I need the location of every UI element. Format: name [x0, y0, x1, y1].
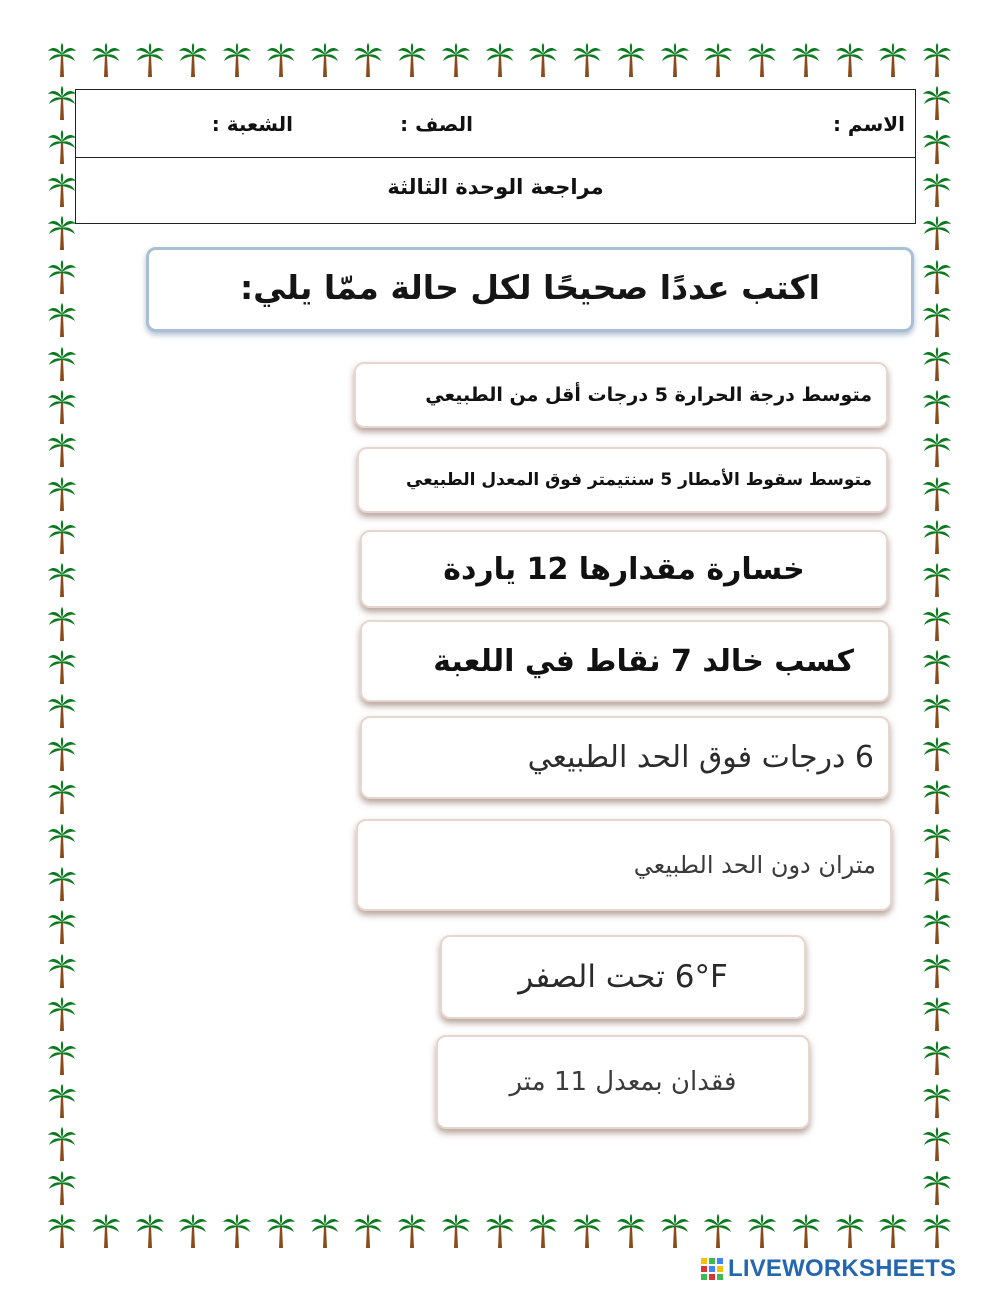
situation-text-6: متران دون الحد الطبيعي: [633, 851, 876, 879]
palm-tree-icon: [660, 1213, 690, 1249]
palm-tree-icon: [878, 42, 908, 78]
palm-tree-icon: [791, 42, 821, 78]
unit-title-row: [76, 157, 915, 223]
palm-tree-icon: [922, 172, 952, 208]
palm-tree-icon: [47, 1213, 77, 1249]
palm-tree-icon: [922, 389, 952, 425]
palm-tree-icon: [922, 432, 952, 468]
palm-tree-icon: [703, 1213, 733, 1249]
palm-tree-icon: [703, 42, 733, 78]
situation-card-7[interactable]: [440, 935, 806, 1019]
situation-card-8[interactable]: [436, 1035, 810, 1129]
palm-tree-icon: [441, 1213, 471, 1249]
section-label: الشعبة :: [211, 112, 293, 136]
palm-tree-icon: [922, 215, 952, 251]
palm-tree-icon: [266, 42, 296, 78]
situation-text-7: 6°F تحت الصفر: [518, 959, 728, 995]
situation-text-4: كسب خالد 7 نقاط في اللعبة: [433, 643, 854, 679]
palm-tree-icon: [747, 42, 777, 78]
palm-tree-icon: [922, 476, 952, 512]
palm-tree-icon: [922, 85, 952, 121]
palm-tree-icon: [922, 866, 952, 902]
palm-tree-icon: [47, 42, 77, 78]
palm-tree-icon: [922, 519, 952, 555]
palm-tree-icon: [922, 1126, 952, 1162]
palm-tree-icon: [47, 346, 77, 382]
palm-tree-icon: [922, 779, 952, 815]
palm-tree-icon: [922, 606, 952, 642]
palm-tree-icon: [47, 172, 77, 208]
palm-tree-icon: [178, 1213, 208, 1249]
palm-tree-icon: [135, 42, 165, 78]
palm-tree-icon: [222, 1213, 252, 1249]
palm-tree-icon: [266, 1213, 296, 1249]
situation-text-3: خسارة مقدارها 12 ياردة: [443, 551, 805, 587]
logo-text: LIVEWORKSHEETS: [728, 1255, 957, 1282]
palm-tree-icon: [922, 1170, 952, 1206]
palm-tree-icon: [47, 649, 77, 685]
palm-tree-icon: [353, 42, 383, 78]
situation-card-3[interactable]: [360, 530, 888, 608]
situation-text-5: 6 درجات فوق الحد الطبيعي: [527, 740, 874, 775]
palm-tree-icon: [922, 693, 952, 729]
palm-tree-icon: [47, 476, 77, 512]
palm-tree-icon: [310, 42, 340, 78]
palm-tree-icon: [572, 42, 602, 78]
palm-tree-icon: [922, 996, 952, 1032]
palm-tree-icon: [835, 42, 865, 78]
palm-tree-icon: [441, 42, 471, 78]
palm-tree-icon: [922, 1213, 952, 1249]
palm-tree-icon: [878, 1213, 908, 1249]
palm-tree-icon: [922, 562, 952, 598]
palm-tree-icon: [222, 42, 252, 78]
unit-title: مراجعة الوحدة الثالثة: [387, 175, 604, 199]
palm-tree-icon: [572, 1213, 602, 1249]
palm-tree-icon: [528, 1213, 558, 1249]
palm-tree-icon: [47, 215, 77, 251]
situation-card-6[interactable]: [356, 819, 892, 911]
palm-tree-icon: [922, 259, 952, 295]
palm-tree-icon: [485, 1213, 515, 1249]
situation-card-4[interactable]: [360, 620, 890, 702]
palm-tree-icon: [91, 42, 121, 78]
palm-tree-icon: [47, 866, 77, 902]
palm-tree-icon: [47, 85, 77, 121]
palm-tree-icon: [47, 1126, 77, 1162]
palm-tree-icon: [47, 432, 77, 468]
palm-tree-icon: [47, 129, 77, 165]
palm-tree-icon: [397, 42, 427, 78]
palm-tree-icon: [660, 42, 690, 78]
palm-tree-icon: [135, 1213, 165, 1249]
palm-tree-icon: [922, 823, 952, 859]
situation-text-2: متوسط سقوط الأمطار 5 سنتيمتر فوق المعدل الطبيعي: [406, 470, 872, 490]
palm-tree-icon: [397, 1213, 427, 1249]
palm-tree-icon: [91, 1213, 121, 1249]
palm-tree-icon: [922, 302, 952, 338]
palm-tree-icon: [47, 693, 77, 729]
palm-tree-icon: [47, 1040, 77, 1076]
palm-tree-icon: [47, 562, 77, 598]
palm-tree-icon: [791, 1213, 821, 1249]
logo-grid-icon: [700, 1257, 726, 1281]
palm-tree-icon: [47, 519, 77, 555]
palm-tree-icon: [47, 736, 77, 772]
palm-tree-icon: [47, 1083, 77, 1119]
palm-tree-icon: [47, 823, 77, 859]
palm-tree-icon: [528, 42, 558, 78]
palm-tree-icon: [835, 1213, 865, 1249]
palm-tree-icon: [47, 1170, 77, 1206]
palm-tree-icon: [353, 1213, 383, 1249]
palm-tree-icon: [616, 1213, 646, 1249]
palm-tree-icon: [922, 346, 952, 382]
palm-tree-icon: [178, 42, 208, 78]
instruction-box: [146, 247, 914, 332]
palm-tree-icon: [47, 606, 77, 642]
palm-tree-icon: [47, 996, 77, 1032]
situation-card-5[interactable]: [360, 716, 890, 799]
class-label: الصف :: [400, 112, 473, 136]
palm-tree-icon: [310, 1213, 340, 1249]
instruction-text: اكتب عددًا صحيحًا لكل حالة ممّا يلي:: [239, 268, 820, 307]
situation-text-1: متوسط درجة الحرارة 5 درجات أقل من الطبيعي: [425, 384, 872, 406]
student-info-row: [76, 90, 915, 158]
student-info-header: [75, 89, 916, 224]
palm-tree-icon: [922, 649, 952, 685]
liveworksheets-logo[interactable]: [700, 1254, 956, 1284]
palm-tree-icon: [47, 302, 77, 338]
palm-tree-icon: [616, 42, 646, 78]
palm-tree-icon: [922, 736, 952, 772]
palm-tree-icon: [47, 259, 77, 295]
situation-card-2[interactable]: [357, 447, 888, 513]
palm-tree-icon: [922, 1083, 952, 1119]
situation-card-1[interactable]: [354, 362, 888, 428]
palm-tree-icon: [922, 42, 952, 78]
palm-tree-icon: [47, 389, 77, 425]
palm-tree-icon: [47, 953, 77, 989]
palm-tree-icon: [747, 1213, 777, 1249]
palm-tree-icon: [922, 1040, 952, 1076]
palm-tree-icon: [485, 42, 515, 78]
palm-tree-icon: [47, 909, 77, 945]
name-label: الاسم :: [832, 112, 905, 136]
situation-text-8: فقدان بمعدل 11 متر: [509, 1067, 737, 1097]
palm-tree-icon: [922, 953, 952, 989]
palm-tree-icon: [922, 129, 952, 165]
palm-tree-icon: [47, 779, 77, 815]
palm-tree-icon: [922, 909, 952, 945]
